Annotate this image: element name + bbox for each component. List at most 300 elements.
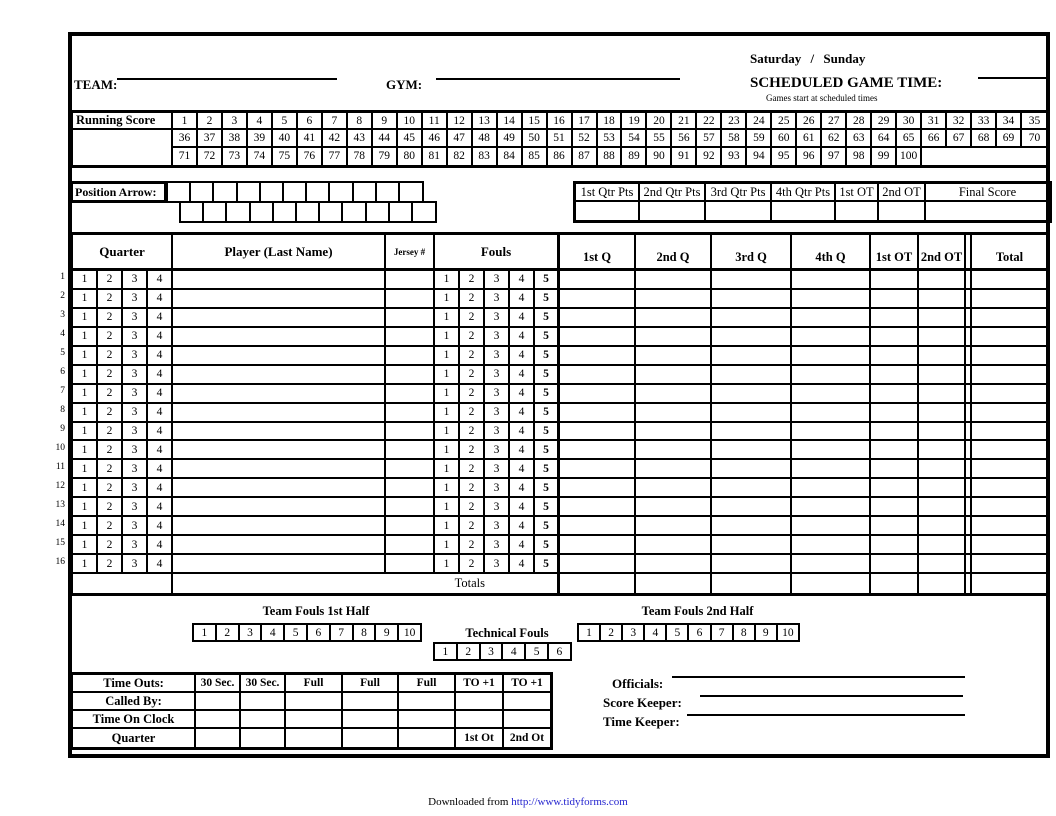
running-score-cell: 21 (672, 113, 697, 130)
running-score-cell: 53 (598, 130, 623, 147)
roster-period-cell (636, 366, 712, 385)
roster-quarter-cell: 3 (123, 309, 148, 328)
running-score-cell: 61 (797, 130, 822, 147)
roster-period-cell (792, 498, 871, 517)
roster-foul-cell: 5 (535, 441, 560, 460)
running-score-cell: 37 (198, 130, 223, 147)
technical-foul-cell: 2 (456, 642, 481, 661)
team-foul-cell: 3 (621, 623, 645, 642)
roster-quarter-cell: 3 (123, 385, 148, 404)
position-arrow-cell (249, 201, 275, 223)
roster-quarter-cell: 3 (123, 404, 148, 423)
roster-header-period: 1st OT (871, 235, 919, 271)
qtr-pts-header: 1st OT (836, 184, 879, 202)
roster-foul-cell: 4 (510, 328, 535, 347)
roster-quarter-cell: 1 (73, 404, 98, 423)
roster-period-cell (560, 536, 636, 555)
roster-foul-cell: 1 (435, 271, 460, 290)
running-score-cell: 44 (373, 130, 398, 147)
timeouts-cell (343, 711, 399, 729)
roster-period-cell (871, 366, 919, 385)
position-arrow-cell (236, 181, 262, 203)
running-score-cell: 5 (273, 113, 298, 130)
roster-total-cell (972, 460, 1047, 479)
roster-foul-cell: 5 (535, 479, 560, 498)
scheduled-note: Games start at scheduled times (766, 93, 878, 103)
roster-period-cell (560, 404, 636, 423)
roster-player-cell (173, 309, 386, 328)
roster-row-number: 9 (60, 423, 65, 434)
running-score-cell: 68 (972, 130, 997, 147)
roster-period-cell (560, 555, 636, 574)
roster-foul-cell: 4 (510, 479, 535, 498)
timeouts-row-label: Time On Clock (73, 711, 196, 729)
running-score-cell: 74 (248, 148, 273, 165)
running-score-cell: 10 (398, 113, 423, 130)
roster-foul-cell: 1 (435, 423, 460, 442)
running-score-cell: 28 (847, 113, 872, 130)
roster-foul-cell: 5 (535, 309, 560, 328)
running-score-cell: 46 (423, 130, 448, 147)
roster-period-cell (560, 290, 636, 309)
team-foul-cell: 10 (397, 623, 422, 642)
roster-quarter-cell: 1 (73, 441, 98, 460)
roster-period-cell (792, 366, 871, 385)
roster-quarter-cell: 1 (73, 385, 98, 404)
technical-fouls-label: Technical Fouls (465, 626, 549, 640)
timeouts-cell (196, 711, 241, 729)
timeouts-row-label: Quarter (73, 729, 196, 747)
running-score-cell: 77 (323, 148, 348, 165)
running-score-cell: 12 (448, 113, 473, 130)
roster-foul-cell: 1 (435, 460, 460, 479)
roster-foul-cell: 2 (460, 555, 485, 574)
roster-player-cell (173, 366, 386, 385)
running-score-cell: 78 (348, 148, 373, 165)
roster-period-cell (792, 460, 871, 479)
roster-period-cell (636, 328, 712, 347)
timeouts-cell (286, 693, 343, 711)
roster-header-period: 2nd Q (636, 235, 712, 271)
roster-quarter-cell: 4 (148, 347, 173, 366)
running-score-cell: 45 (398, 130, 423, 147)
roster-period-cell (636, 309, 712, 328)
roster-foul-cell: 4 (510, 404, 535, 423)
roster-quarter-cell: 2 (98, 328, 123, 347)
running-score-empty-area (922, 148, 1047, 165)
position-arrow-cell (341, 201, 367, 223)
running-score-cell: 67 (947, 130, 972, 147)
timeouts-col-header: 30 Sec. (196, 675, 241, 693)
qtr-pts-header: 1st Qtr Pts (576, 184, 640, 202)
roster-quarter-cell: 4 (148, 517, 173, 536)
scheduled-time-input-line (978, 77, 1048, 79)
team-foul-cell: 10 (776, 623, 800, 642)
roster-grand-total-cell (972, 574, 1047, 593)
running-score-cell: 88 (598, 148, 623, 165)
team-foul-cell: 3 (238, 623, 263, 642)
roster-foul-cell: 2 (460, 423, 485, 442)
roster-quarter-cell: 4 (148, 366, 173, 385)
roster-period-cell (712, 423, 792, 442)
running-score-cell: 38 (223, 130, 248, 147)
roster-foul-cell: 1 (435, 366, 460, 385)
roster-period-cell (560, 271, 636, 290)
running-score-cell: 11 (423, 113, 448, 130)
roster-period-cell (871, 347, 919, 366)
running-score-cell: 32 (947, 113, 972, 130)
position-arrow-row-bottom (179, 201, 437, 223)
roster-quarter-cell: 3 (123, 536, 148, 555)
running-score-cell: 94 (747, 148, 772, 165)
roster-quarter-cell: 4 (148, 423, 173, 442)
roster-total-cell (972, 404, 1047, 423)
timeouts-cell (343, 693, 399, 711)
roster-quarter-cell: 4 (148, 404, 173, 423)
timeouts-cell (399, 693, 456, 711)
roster-foul-cell: 5 (535, 404, 560, 423)
timeouts-table (70, 672, 553, 750)
roster-foul-cell: 2 (460, 347, 485, 366)
team-foul-cell: 8 (732, 623, 756, 642)
roster-totals-period-cell (560, 574, 636, 593)
gym-label: GYM: (386, 77, 423, 92)
running-score-cell: 80 (398, 148, 423, 165)
roster-quarter-cell: 4 (148, 460, 173, 479)
roster-row-number: 4 (60, 329, 65, 340)
roster-jersey-cell (386, 498, 435, 517)
roster-period-cell (792, 385, 871, 404)
roster-period-cell (560, 385, 636, 404)
running-score-cell: 25 (772, 113, 797, 130)
roster-foul-cell: 2 (460, 290, 485, 309)
running-score-cell: 23 (722, 113, 747, 130)
roster-quarter-cell: 1 (73, 479, 98, 498)
roster-jersey-cell (386, 555, 435, 574)
roster-foul-cell: 4 (510, 309, 535, 328)
team-foul-cell: 9 (374, 623, 399, 642)
roster-period-cell (792, 328, 871, 347)
position-arrow-cell (225, 201, 251, 223)
roster-foul-cell: 3 (485, 536, 510, 555)
roster-gap-cell (964, 441, 972, 460)
running-score-cell: 3 (223, 113, 248, 130)
roster-foul-cell: 4 (510, 536, 535, 555)
roster-quarter-cell: 3 (123, 328, 148, 347)
timeouts-cell (286, 711, 343, 729)
footer-link[interactable]: http://www.tidyforms.com (511, 796, 628, 808)
roster-quarter-cell: 2 (98, 441, 123, 460)
roster-period-cell (871, 441, 919, 460)
running-score-cell: 40 (273, 130, 298, 147)
running-score-label-spacer (73, 130, 173, 147)
roster-jersey-cell (386, 441, 435, 460)
roster-foul-cell: 2 (460, 479, 485, 498)
roster-period-cell (792, 271, 871, 290)
roster-period-cell (792, 555, 871, 574)
roster-foul-cell: 3 (485, 479, 510, 498)
roster-player-cell (173, 460, 386, 479)
running-score-cell: 72 (198, 148, 223, 165)
qtr-pts-header: 3rd Qtr Pts (706, 184, 772, 202)
roster-row-number: 1 (60, 272, 65, 283)
running-score-cell: 54 (622, 130, 647, 147)
roster-gap-cell (964, 404, 972, 423)
roster-quarter-cell: 1 (73, 290, 98, 309)
roster-foul-cell: 4 (510, 460, 535, 479)
position-arrow-cell (305, 181, 331, 203)
roster-quarter-cell: 1 (73, 517, 98, 536)
roster-period-cell (712, 385, 792, 404)
roster-quarter-cell: 1 (73, 460, 98, 479)
roster-totals-period-cell (919, 574, 964, 593)
roster-period-cell (792, 479, 871, 498)
roster-period-cell (712, 479, 792, 498)
running-score-cell: 58 (722, 130, 747, 147)
roster-foul-cell: 3 (485, 555, 510, 574)
qtr-pts-header: 4th Qtr Pts (772, 184, 836, 202)
roster-foul-cell: 2 (460, 517, 485, 536)
roster-foul-cell: 3 (485, 366, 510, 385)
roster-foul-cell: 1 (435, 536, 460, 555)
roster-period-cell (636, 271, 712, 290)
running-score-cell: 89 (622, 148, 647, 165)
running-score-cell: 62 (822, 130, 847, 147)
roster-row-number: 3 (60, 310, 65, 321)
running-score-cell: 49 (498, 130, 523, 147)
roster-quarter-cell: 3 (123, 347, 148, 366)
roster-foul-cell: 5 (535, 555, 560, 574)
roster-quarter-cell: 1 (73, 366, 98, 385)
roster-period-cell (792, 536, 871, 555)
running-score-cell: 92 (697, 148, 722, 165)
roster-jersey-cell (386, 385, 435, 404)
roster-gap-cell (964, 555, 972, 574)
roster-period-cell (871, 328, 919, 347)
roster-jersey-cell (386, 479, 435, 498)
running-score-cell: 81 (423, 148, 448, 165)
running-score-cell: 20 (647, 113, 672, 130)
roster-foul-cell: 3 (485, 441, 510, 460)
roster-foul-cell: 4 (510, 271, 535, 290)
roster-header-player: Player (Last Name) (173, 235, 386, 271)
roster-quarter-cell: 2 (98, 366, 123, 385)
running-score-cell: 87 (573, 148, 598, 165)
roster-period-cell (919, 498, 964, 517)
roster-player-cell (173, 479, 386, 498)
roster-period-cell (919, 479, 964, 498)
roster-header-quarter: Quarter (73, 235, 173, 271)
roster-totals-period-cell (712, 574, 792, 593)
roster-period-cell (712, 347, 792, 366)
roster-foul-cell: 5 (535, 517, 560, 536)
roster-jersey-cell (386, 423, 435, 442)
roster-header-period: 4th Q (792, 235, 871, 271)
roster-period-cell (712, 309, 792, 328)
roster-gap-cell (964, 423, 972, 442)
position-arrow-cell (388, 201, 414, 223)
running-score-cell: 42 (323, 130, 348, 147)
timeouts-ot-label: 2nd Ot (509, 732, 545, 744)
technical-foul-cell: 6 (547, 642, 572, 661)
roster-period-cell (712, 328, 792, 347)
roster-quarter-cell: 1 (73, 271, 98, 290)
roster-period-cell (919, 404, 964, 423)
roster-header-fouls: Fouls (435, 235, 560, 271)
team-foul-cell: 9 (754, 623, 778, 642)
technical-fouls-row (433, 642, 572, 661)
roster-period-cell (871, 536, 919, 555)
roster-period-cell (560, 441, 636, 460)
roster-total-cell (972, 441, 1047, 460)
roster-period-cell (636, 423, 712, 442)
roster-foul-cell: 5 (535, 460, 560, 479)
roster-period-cell (712, 271, 792, 290)
position-arrow-cell (272, 201, 298, 223)
qtr-pts-value-cell (576, 202, 640, 220)
qtr-pts-value-cell (772, 202, 836, 220)
roster-period-cell (792, 441, 871, 460)
position-arrow-cell (365, 201, 391, 223)
timeouts-row-label: Time Outs: (73, 675, 196, 693)
running-score-cell: 52 (573, 130, 598, 147)
roster-foul-cell: 3 (485, 385, 510, 404)
roster-quarter-cell: 1 (73, 498, 98, 517)
roster-quarter-cell: 4 (148, 309, 173, 328)
roster-foul-cell: 5 (535, 366, 560, 385)
running-score-cell: 75 (273, 148, 298, 165)
roster-foul-cell: 4 (510, 385, 535, 404)
qtr-pts-value-cell (706, 202, 772, 220)
roster-foul-cell: 4 (510, 555, 535, 574)
running-score-cell: 69 (997, 130, 1022, 147)
roster-quarter-cell: 4 (148, 271, 173, 290)
roster-foul-cell: 2 (460, 328, 485, 347)
roster-foul-cell: 5 (535, 347, 560, 366)
roster-table (70, 232, 1050, 596)
roster-period-cell (871, 271, 919, 290)
qtr-pts-value-cell (640, 202, 706, 220)
running-score-cell: 66 (922, 130, 947, 147)
roster-gap-cell (964, 347, 972, 366)
roster-period-cell (712, 498, 792, 517)
roster-quarter-cell: 1 (73, 423, 98, 442)
running-score-cell: 95 (772, 148, 797, 165)
roster-period-cell (792, 347, 871, 366)
timeouts-cell (504, 693, 550, 711)
roster-foul-cell: 2 (460, 441, 485, 460)
roster-foul-cell: 1 (435, 347, 460, 366)
running-score-cell: 93 (722, 148, 747, 165)
running-score-cell: 13 (473, 113, 498, 130)
roster-period-cell (560, 366, 636, 385)
roster-period-cell (712, 460, 792, 479)
position-arrow-cell (318, 201, 344, 223)
timeouts-cell (343, 729, 399, 747)
roster-quarter-cell: 1 (73, 309, 98, 328)
roster-quarter-cell: 2 (98, 404, 123, 423)
roster-total-cell (972, 555, 1047, 574)
running-score-cell: 33 (972, 113, 997, 130)
roster-foul-cell: 2 (460, 309, 485, 328)
roster-quarter-cell: 4 (148, 290, 173, 309)
qtr-pts-table (573, 181, 1052, 223)
roster-period-cell (636, 498, 712, 517)
roster-header-total: Total (972, 235, 1047, 271)
roster-foul-cell: 4 (510, 423, 535, 442)
position-arrow-cell (352, 181, 378, 203)
roster-player-cell (173, 536, 386, 555)
timeouts-cell (241, 693, 286, 711)
roster-quarter-cell: 3 (123, 479, 148, 498)
roster-quarter-cell: 4 (148, 385, 173, 404)
team-fouls-first-row (192, 623, 422, 642)
running-score-cell: 15 (523, 113, 548, 130)
roster-period-cell (919, 423, 964, 442)
running-score-cell: 17 (573, 113, 598, 130)
roster-quarter-cell: 3 (123, 423, 148, 442)
technical-foul-cell: 3 (479, 642, 504, 661)
running-score-cell: 99 (872, 148, 897, 165)
roster-foul-cell: 4 (510, 290, 535, 309)
roster-period-cell (919, 555, 964, 574)
team-foul-cell: 7 (710, 623, 734, 642)
running-score-cell: 19 (622, 113, 647, 130)
roster-foul-cell: 1 (435, 404, 460, 423)
timeouts-cell (196, 693, 241, 711)
running-score-cell: 59 (747, 130, 772, 147)
timeouts-cell (504, 711, 550, 729)
roster-row-number: 6 (60, 367, 65, 378)
roster-player-cell (173, 498, 386, 517)
roster-totals-gap-cell (964, 574, 972, 593)
roster-foul-cell: 3 (485, 271, 510, 290)
position-arrow-cell (398, 181, 424, 203)
position-arrow-cell (411, 201, 437, 223)
running-score-cell: 35 (1022, 113, 1047, 130)
qtr-pts-header: 2nd OT (879, 184, 926, 202)
roster-gap-cell (964, 517, 972, 536)
position-arrow-row-top (166, 181, 424, 203)
running-score-cell: 73 (223, 148, 248, 165)
roster-gap-cell (964, 328, 972, 347)
roster-period-cell (636, 479, 712, 498)
qtr-pts-header: Final Score (926, 184, 1049, 202)
roster-foul-cell: 3 (485, 517, 510, 536)
roster-foul-cell: 5 (535, 385, 560, 404)
roster-total-cell (972, 423, 1047, 442)
roster-period-cell (636, 441, 712, 460)
roster-player-cell (173, 555, 386, 574)
roster-gap-cell (964, 460, 972, 479)
roster-period-cell (560, 423, 636, 442)
roster-quarter-cell: 2 (98, 555, 123, 574)
roster-period-cell (636, 460, 712, 479)
timeouts-cell (456, 711, 504, 729)
roster-foul-cell: 3 (485, 423, 510, 442)
roster-period-cell (560, 517, 636, 536)
roster-period-cell (712, 536, 792, 555)
roster-row-number: 14 (55, 518, 65, 529)
roster-period-cell (919, 309, 964, 328)
team-fouls-first-half-label: Team Fouls 1st Half (262, 604, 370, 618)
roster-total-cell (972, 498, 1047, 517)
running-score-cell: 43 (348, 130, 373, 147)
roster-foul-cell: 4 (510, 498, 535, 517)
running-score-cell: 56 (672, 130, 697, 147)
roster-period-cell (712, 290, 792, 309)
roster-period-cell (792, 309, 871, 328)
